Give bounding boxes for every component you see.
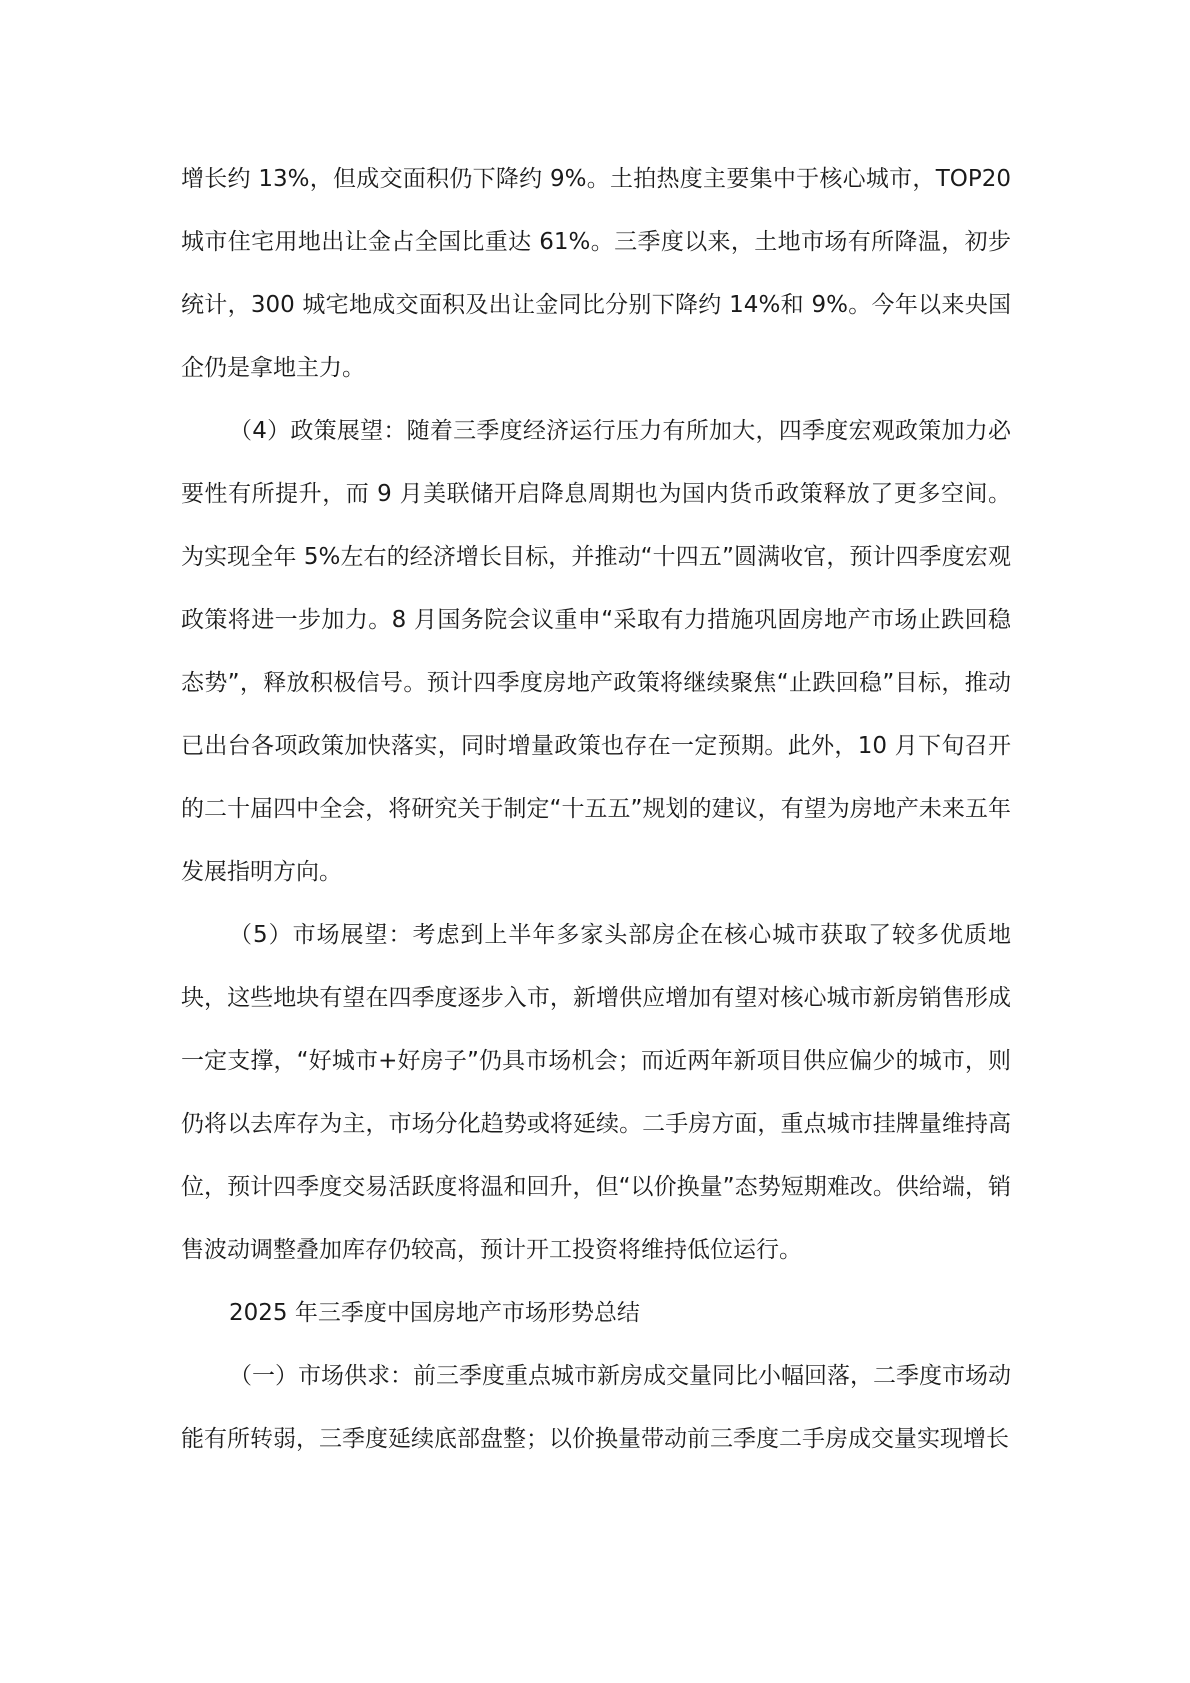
section-heading: 2025 年三季度中国房地产市场形势总结 [229,1300,640,1326]
paragraph-supply-demand: （一）市场供求：前三季度重点城市新房成交量同比小幅回落，二季度市场动能有所转弱，三季度延续底部盘整；以价换量带动前三季度二手房成交量实现增长 [181,1363,1011,1452]
paragraph-land-market: 增长约 13%，但成交面积仍下降约 9%。土拍热度主要集中于核心城市，TOP20 城市住宅用地出让金占全国比重达 61%。三季度以来，土地市场有所降温，初步统计，300 城宅地成交面积及出让金同比分别下降约 14%和 9%。今年以来央国企仍是拿地主力。 [181,166,1011,381]
paragraph-market-outlook: （5）市场展望：考虑到上半年多家头部房企在核心城市获取了较多优质地块，这些地块有望在四季度逐步入市，新增供应增加有望对核心城市新房销售形成一定支撑，“好城市+好房子”仍具市场机会；而近两年新项目供应偏少的城市，则仍将以去库存为主，市场分化趋势或将延续。二手房方面，重点城市挂牌量维持高位，预计四季度交易活跃度将温和回升，但“以价换量”态势短期难改。供给端，销售波动调整叠加库存仍较高，预计开工投资将维持低位运行。 [181,922,1011,1263]
paragraph-policy-outlook: （4）政策展望：随着三季度经济运行压力有所加大，四季度宏观政策加力必要性有所提升，而 9 月美联储开启降息周期也为国内货币政策释放了更多空间。为实现全年 5%左右的经济增长目标，并推动“十四五”圆满收官，预计四季度宏观政策将进一步加力。8 月国务院会议重申“采取有力措施巩固房地产市场止跌回稳态势”，释放积极信号。预计四季度房地产政策将继续聚焦“止跌回稳”目标，推动已出台各项政策加快落实，同时增量政策也存在一定预期。此外，10 月下旬召开的二十届四中全会，将研究关于制定“十五五”规划的建议，有望为房地产未来五年发展指明方向。 [181,418,1011,885]
document-page [181,148,1011,1471]
